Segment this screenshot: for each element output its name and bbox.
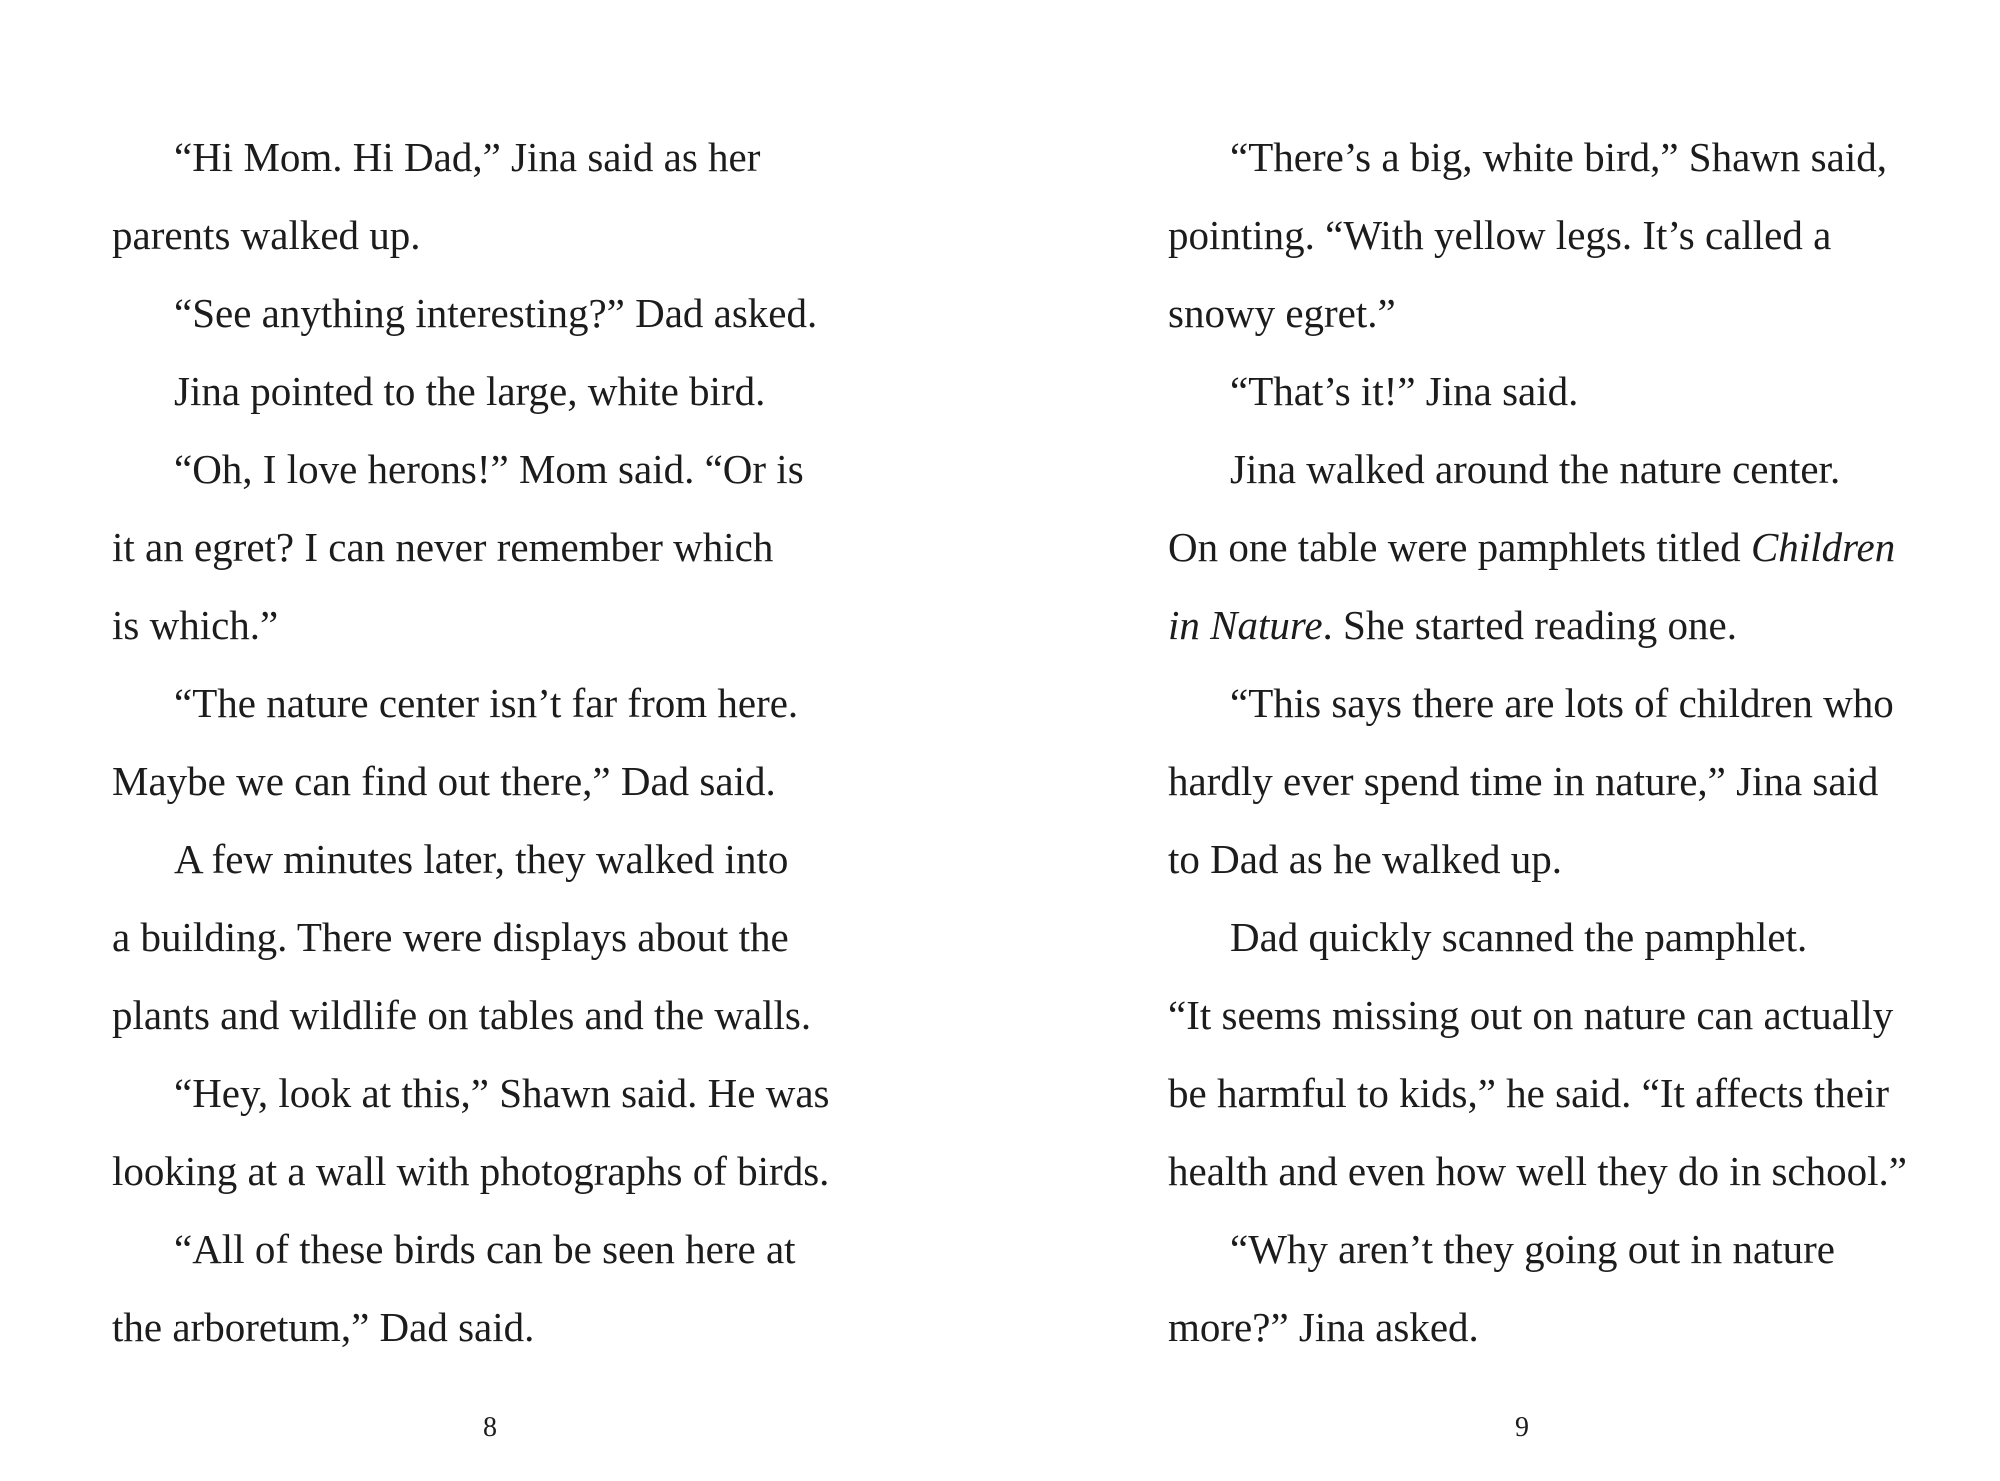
left-line-6: it an egret? I can never remember which xyxy=(112,524,774,570)
right-line-3: snowy egret.” xyxy=(1168,290,1396,336)
right-line-13: be harmful to kids,” he said. “It affects their xyxy=(1168,1070,1890,1116)
right-line-12: “It seems missing out on nature can actually xyxy=(1168,992,1894,1038)
right-line-7 xyxy=(1168,600,1737,650)
right-line-10: to Dad as he walked up. xyxy=(1168,836,1562,882)
right-line-6-text: On one table were pamphlets titled xyxy=(1168,524,1751,570)
left-line-2: parents walked up. xyxy=(112,212,421,258)
right-line-1: “There’s a big, white bird,” Shawn said, xyxy=(1230,134,1887,180)
left-line-7: is which.” xyxy=(112,602,279,648)
right-line-8: “This says there are lots of children who xyxy=(1230,680,1894,726)
right-line-6 xyxy=(1168,522,1895,572)
right-line-14: health and even how well they do in school.” xyxy=(1168,1148,1907,1194)
right-page xyxy=(1000,0,2000,1481)
page-number-right: 9 xyxy=(1515,1412,1529,1443)
left-line-4: Jina pointed to the large, white bird. xyxy=(174,368,766,414)
left-line-14: looking at a wall with photographs of birds. xyxy=(112,1148,830,1194)
left-line-9: Maybe we can find out there,” Dad said. xyxy=(112,758,776,804)
right-line-15: “Why aren’t they going out in nature xyxy=(1230,1226,1835,1272)
right-line-4: “That’s it!” Jina said. xyxy=(1230,368,1579,414)
right-line-16: more?” Jina asked. xyxy=(1168,1304,1479,1350)
left-line-8: “The nature center isn’t far from here. xyxy=(174,680,799,726)
left-line-16: the arboretum,” Dad said. xyxy=(112,1304,535,1350)
page-number-left: 8 xyxy=(483,1412,497,1443)
left-line-13: “Hey, look at this,” Shawn said. He was xyxy=(174,1070,830,1116)
left-line-10: A few minutes later, they walked into xyxy=(174,836,789,882)
right-line-5: Jina walked around the nature center. xyxy=(1230,446,1841,492)
left-line-11: a building. There were displays about the xyxy=(112,914,789,960)
right-line-7-text: . She started reading one. xyxy=(1322,602,1737,648)
left-line-5: “Oh, I love herons!” Mom said. “Or is xyxy=(174,446,804,492)
left-line-1: “Hi Mom. Hi Dad,” Jina said as her xyxy=(174,134,761,180)
pamphlet-title-part-2: in Nature xyxy=(1168,602,1323,648)
right-line-2: pointing. “With yellow legs. It’s called a xyxy=(1168,212,1832,258)
left-line-12: plants and wildlife on tables and the walls. xyxy=(112,992,812,1038)
left-line-15: “All of these birds can be seen here at xyxy=(174,1226,796,1272)
right-line-9: hardly ever spend time in nature,” Jina said xyxy=(1168,758,1879,804)
right-line-11: Dad quickly scanned the pamphlet. xyxy=(1230,914,1808,960)
pamphlet-title-part-1: Children xyxy=(1750,524,1896,570)
left-line-3: “See anything interesting?” Dad asked. xyxy=(174,290,818,336)
